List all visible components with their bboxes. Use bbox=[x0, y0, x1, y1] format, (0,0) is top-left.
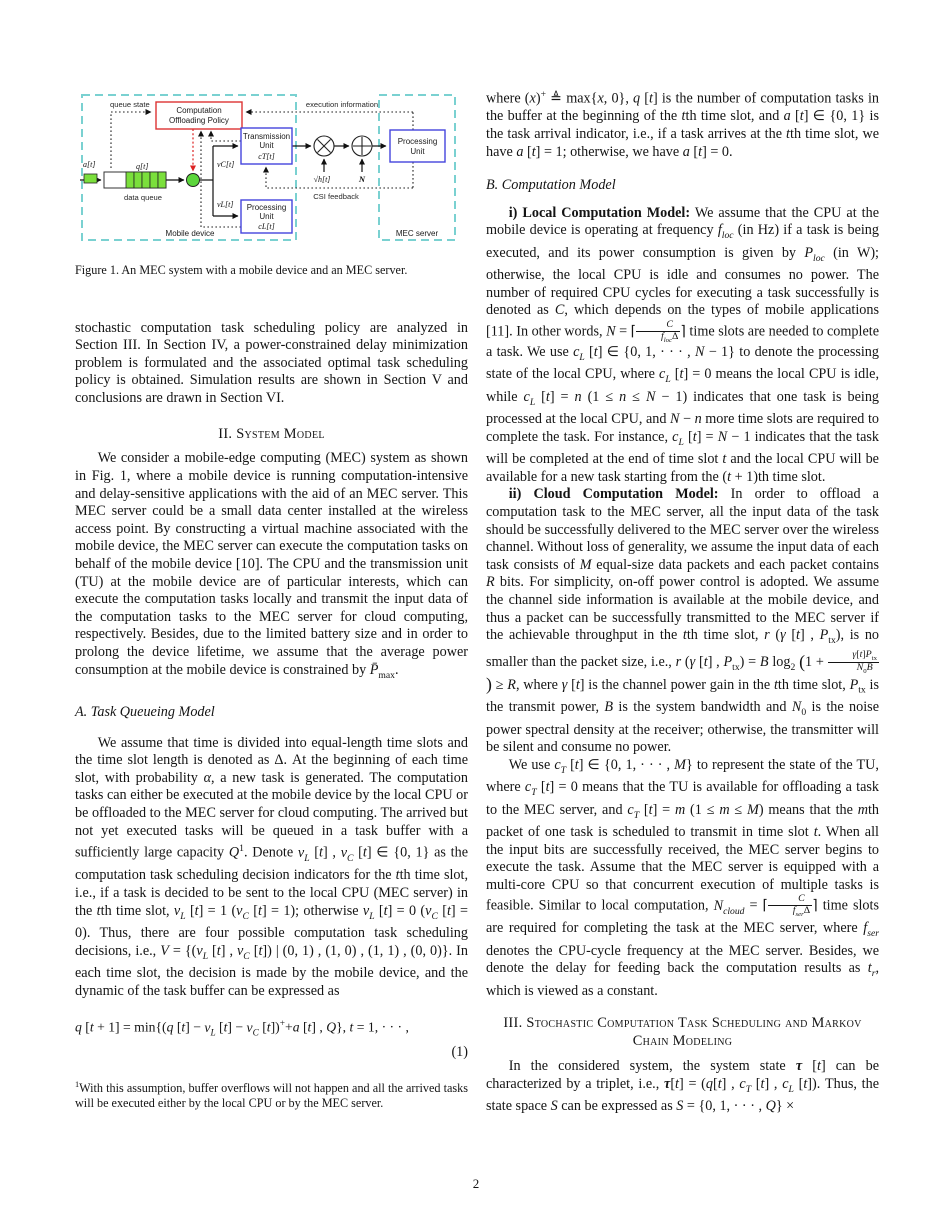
where-paragraph: where (x)+ ≜ max{x, 0}, q [t] is the number of computation tasks in the buffer at the beginning of the tth time slot, and a [t] ∈ {0, 1} is the task arrival indicator, i.e., if a task arrives at the tth time slot, we have a [t] = 1; otherwise, we have a [t] = 0. bbox=[486, 89, 879, 160]
mec-processing-unit-box bbox=[390, 130, 445, 162]
task-packet bbox=[84, 174, 97, 183]
figure-1-diagram bbox=[80, 88, 462, 246]
mec-server-box bbox=[379, 95, 455, 240]
pu-label-line2: Unit bbox=[259, 212, 274, 221]
pu-label-line1: Processing bbox=[246, 203, 287, 212]
tu-state-paragraph: We use $c_T$ [t] ∈ {0, 1, · · · , M} to represent the state of the TU, where $c_T$ [t] = 0 means that the TU is available for offloading a task to the MEC server, and $c_T$ [t] = m (1 ≤ m ≤ M) means that the mth packet of one task is scheduled to transmit in time slot t. When all the input bits are successfully received, the MEC server begins to execute the task. Assume that the MEC server is equipped with a multi-core CPU so that concurrent execution of multiple tasks is feasible. Similar to local computation, $N_{cloud}$ = ⌈ $\frac{C}{f_{ser}\Delta}$ ⌉ time slots are required for completing the task at the MEC server, where $f_{ser}$ denotes the CPU-cycle frequency at the MEC server. Besides, we denote the delay for feeding back the computation results as $t_r$, which is viewed as a constant. bbox=[486, 756, 880, 999]
mec-pu-label-line2: Unit bbox=[410, 147, 425, 156]
arrival-label: a[t] bbox=[83, 160, 96, 169]
figure-1 bbox=[75, 88, 468, 278]
system-model-paragraph: We consider a mobile-edge computing (MEC) system as shown in Fig. 1, where a mobile device is running computation-intensive and delay-sensitive applications with the aid of an MEC server. This MEC server could be a small data center installed at the wireless access point. By constructing a virtual machine associated with the mobile device, the MEC server can execute the computation tasks on behalf of the mobile device [10]. The CPU and the transmission unit (TU) at the mobile device are of particular interests, which can execute the computation tasks locally and transmit the input data of the computation tasks to the MEC server for cloud computing, respectively. Besides, due to the limited battery size and in order to prolong the device lifetime, we assume that the average power consumption at the mobile device is constrained by $P̄_{max}$. bbox=[75, 450, 468, 681]
transmission-unit-box bbox=[241, 128, 292, 164]
mec-server-label: MEC server bbox=[395, 229, 439, 238]
task-queueing-paragraph: We assume that time is divided into equal-length time slots and the time slot length is denoted as Δ. At the beginning of each time slot, with probability α, a new task is generated. The computation tasks can either be executed at the mobile device by the local CPU or be offloaded to the MEC server for cloud computing. The arrived but not yet executed tasks will be queued in a task buffer with a sufficiently large capacity $Q^1$. Denote $v_L$ [t] , $v_C$ [t] ∈ {0, 1} as the computation task scheduling decision indicators for the tth time slot, i.e., if a task is decided to be sent to the local CPU (MEC server) in the tth time slot, $v_L$ [t] = 1 ($v_C$ [t] = 1); otherwise $v_L$ [t] = 0 ($v_C$ [t] = 0). Thus, there are four possible computation task scheduling decisions, i.e., $V = \{(v_L$ [t] , $v_C$ [t]) | (0, 1) , (1, 0) , (1, 1) , (0, 0)}. In each time slot, the decision is made by the mobile device, and the dynamic of the task buffer can be expressed as bbox=[75, 734, 468, 999]
task-queue bbox=[104, 172, 166, 188]
data-queue-label: data queue bbox=[123, 193, 163, 202]
equation-1-number: (1) bbox=[451, 1044, 468, 1061]
noise-label: N bbox=[358, 174, 366, 184]
adder-node bbox=[352, 136, 372, 156]
page-number: 2 bbox=[472, 1176, 480, 1191]
subsection-b-heading: B. Computation Model bbox=[486, 177, 616, 194]
left-column bbox=[75, 88, 468, 1111]
offloading-policy-box bbox=[156, 102, 242, 129]
vl-label: vL[t] bbox=[217, 200, 234, 209]
policy-label-line2: Offloading Policy bbox=[169, 116, 229, 125]
local-processing-unit-box bbox=[241, 200, 292, 233]
subsection-a-heading: A. Task Queueing Model bbox=[75, 704, 215, 721]
section-2-heading: II. System Model bbox=[218, 426, 325, 443]
tu-label-line2: Unit bbox=[259, 141, 274, 150]
equation-1-body: q [t + 1] = min{(q $[t] - v_L$ $[t] - v_C$ [t])++a [t] , Q}, t = 1, · · · , bbox=[75, 1019, 409, 1039]
system-state-paragraph: In the considered system, the system state τ [t] can be characterized by a triplet, i.e., τ[t] = (q[t] , $c_T$ [t] , $c_L$ [t]). Thus, the state space S can be expressed as S = {0, 1, · · · , Q} × bbox=[486, 1058, 879, 1115]
figure-1-caption: Figure 1. An MEC system with a mobile device and an MEC server. bbox=[75, 263, 408, 277]
local-computation-paragraph: i) Local Computation Model: We assume that the CPU at the mobile device is operating at frequency $f_{loc}$ (in Hz) if a task is being executed, and its power consumption is given by $P_{loc}$ (in W); otherwise, the local CPU is idle and consumes no power. The number of required CPU cycles for executing a task successfully is denoted as C, which depends on the types of mobile applications [11]. In other words, N = ⌈ $\frac{C}{f_{loc}\Delta}$ ⌉ time slots are needed to complete a task. We use $c_L$ [t] ∈ {0, 1, · · · , N − 1} to denote the processing state of the local CPU, where $c_L$ [t] = 0 means the local CPU is idle, while $c_L$ [t] = n (1 ≤ n ≤ N − 1) indicates that one task is being processed at the local CPU, and N − n more time slots are required to complete the task. For instance, $c_L$ [t] = N − 1 indicates that the task will be completed at the end of time slot t and the local CPU will be available for a new task starting from the (t + 1)th time slot. bbox=[486, 204, 880, 485]
policy-label-line1: Computation bbox=[176, 106, 222, 115]
queue-length-label: q[t] bbox=[136, 162, 149, 171]
cloud-computation-paragraph: ii) Cloud Computation Model: In order to offload a computation task to the MEC server, all the input data of the task should be successfully delivered to the MEC server over the wireless channel. Without loss of generality, we assume the input data of each task consists of M equal-size data packets and each packet contains R bits. For simplicity, on-off power control is adopted. We assume the channel side information is available at the mobile device, and thus a packet can be successfully transmitted to the MEC server if the achievable throughput in the tth time slot, r (γ [t] , $P_{tx}$), is no smaller than the packet size, i.e., r (γ [t] , $P_{tx}) = B$ $\log_2 (1$ + $\frac{\gamma[t]P_{tx}}{N_0B}$ ) ≥ R, where γ [t] is the channel power gain in the tth time slot, $P_{tx}$ is the transmit power, B is the system bandwidth and $N_0$ is the noise power spectral density at the receiver; otherwise, the transmitter will be silent and consume no power. bbox=[486, 486, 880, 756]
scheduler-node bbox=[187, 174, 200, 187]
mec-pu-label-line1: Processing bbox=[397, 137, 438, 146]
mobile-device-label: Mobile device bbox=[165, 229, 215, 238]
tu-label-line1: Transmission bbox=[242, 132, 291, 141]
right-column bbox=[486, 86, 879, 1116]
pu-state-label: cL[t] bbox=[258, 222, 275, 231]
multiplier-node bbox=[314, 136, 334, 156]
footnote-1: $^1$With this assumption, buffer overflows will not happen and all the arrived tasks will be executed either by the local CPU or by the MEC server. bbox=[75, 1079, 468, 1110]
execution-information-label: execution information bbox=[305, 100, 379, 109]
vc-label: vC[t] bbox=[217, 160, 235, 169]
section-3-heading: III. Stochastic Computation Task Scheduling and Markov Chain Modeling bbox=[503, 1015, 862, 1050]
intro-paragraph: stochastic computation task scheduling policy are analyzed in Section III. In Section IV, a power-constrained delay minimization problem is formulated and the associated optimal task scheduling policy is obtained. Simulation results are shown in Section V and conclusions are drawn in Section VI. bbox=[75, 319, 468, 406]
tu-state-label: cT[t] bbox=[258, 152, 275, 161]
csi-feedback-label: CSI feedback bbox=[313, 192, 359, 201]
channel-gain-label: √h[t] bbox=[313, 175, 331, 184]
equation-1 bbox=[75, 1016, 468, 1061]
queue-state-label: queue state bbox=[110, 100, 150, 109]
